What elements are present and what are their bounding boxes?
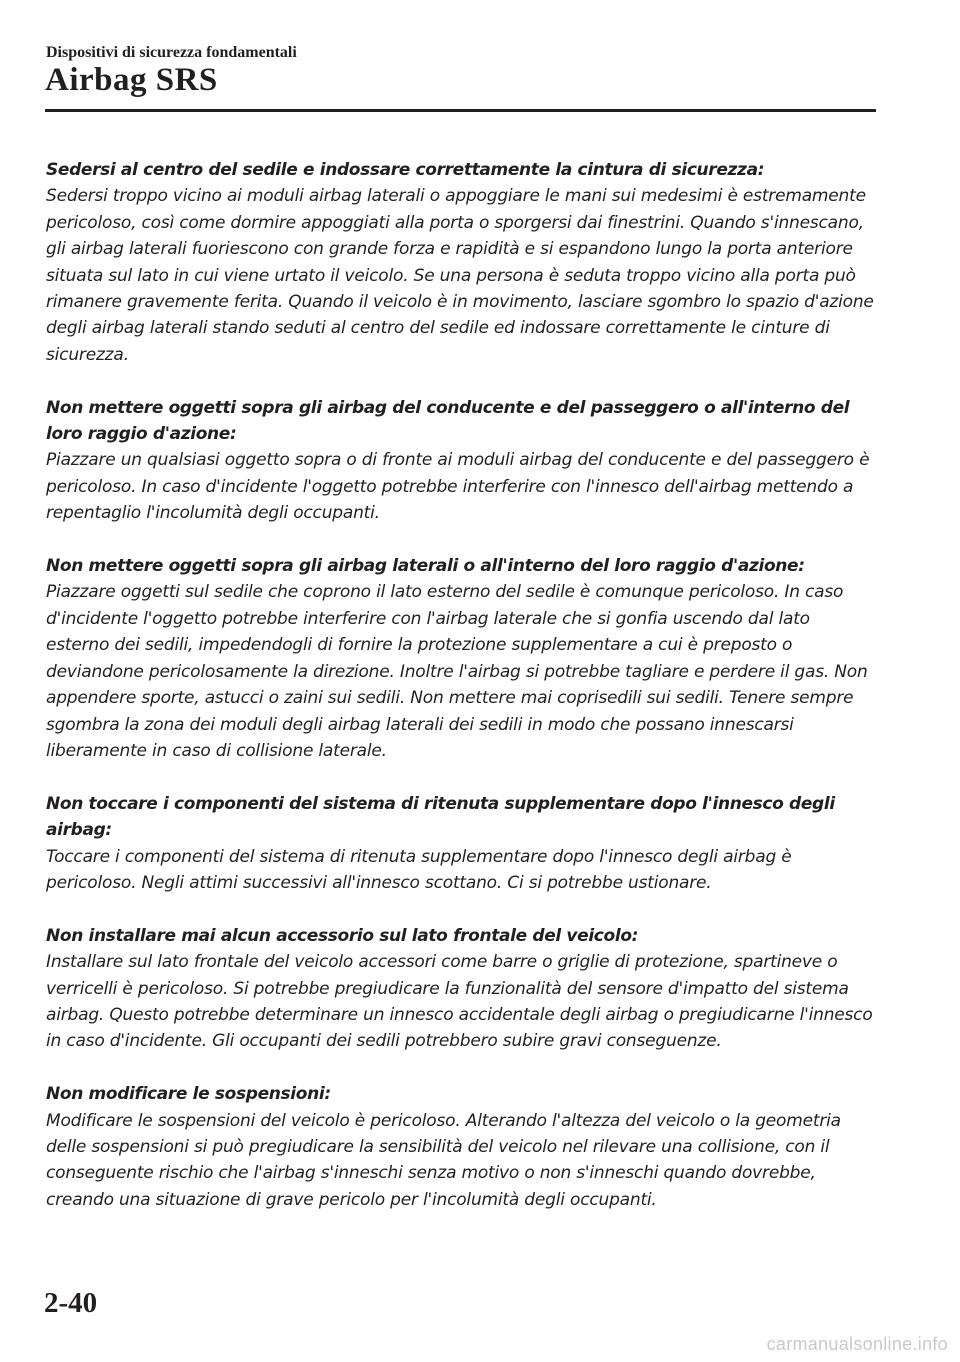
warning-title: Non toccare i componenti del sistema di ritenuta supplementare dopo l'innesco degli airbag: — [46, 793, 835, 841]
warnings-content — [46, 157, 876, 1240]
section-title: Dispositivi di sicurezza fondamentali — [46, 44, 297, 61]
warning-block-4 — [46, 791, 876, 897]
warning-block-2 — [46, 395, 876, 527]
warning-block-1 — [46, 157, 876, 368]
warning-body: Sedersi troppo vicino ai moduli airbag laterali o appoggiare le mani sui medesimi è estremamente pericoloso, così come dormire appoggiati alla porta o sporgersi dai finestrini. Quando s'innescano, gli airbag laterali fuoriescono con grande forza e rapidità e si espandono lungo la porta anteriore situata sul lato in cui viene urtato il veicolo. Se una persona è seduta troppo vicino alla porta può rimanere gravemente ferita. Quando il veicolo è in movimento, lasciare sgombro lo spazio d'azione degli airbag laterali stando seduti al centro del sedile ed indossare correttamente le cinture di sicurezza. — [46, 186, 874, 365]
warning-title: Non mettere oggetti sopra gli airbag del conducente e del passeggero o all'interno del loro raggio d'azione: — [46, 397, 850, 445]
page-title: Airbag SRS — [45, 62, 218, 98]
warning-body: Piazzare oggetti sul sedile che coprono il lato esterno del sedile è comunque pericoloso. In caso d'incidente l'oggetto potrebbe interferire con l'airbag laterale che si gonfia uscendo dal lato esterno dei sedili, impedendogli di fornire la protezione supplementare a cui è preposto o deviandone pericolosamente la direzione. Inoltre l'airbag si potrebbe tagliare e perdere il gas. Non appendere sporte, astucci o zaini sui sedili. Non mettere mai coprisedili sui sedili. Tenere sempre sgombra la zona dei moduli degli airbag laterali dei sedili in modo che possano innescarsi liberamente in caso di collisione laterale. — [46, 582, 868, 761]
warning-block-3 — [46, 553, 876, 764]
warning-body: Toccare i componenti del sistema di ritenuta supplementare dopo l'innesco degli airbag è pericoloso. Negli attimi successivi all'innesco scottano. Ci si potrebbe ustionare. — [46, 846, 792, 893]
warning-block-5 — [46, 923, 876, 1055]
page-number: 2-40 — [44, 1287, 98, 1319]
warning-block-6 — [46, 1081, 876, 1213]
warning-body: Installare sul lato frontale del veicolo accessori come barre o griglie di protezione, spartineve o verricelli è pericoloso. Si potrebbe pregiudicare la funzionalità del sensore d'impatto del sistema airbag. Questo potrebbe determinare un innesco accidentale degli airbag o pregiudicarne l'innesco in caso d'incidente. Gli occupanti dei sedili potrebbero subire gravi conseguenze. — [46, 952, 873, 1052]
warning-title: Non modificare le sospensioni: — [46, 1084, 331, 1105]
warning-body: Piazzare un qualsiasi oggetto sopra o di fronte ai moduli airbag del conducente e del passeggero è pericoloso. In caso d'incidente l'oggetto potrebbe interferire con l'innesco dell'airbag mettendo a repentaglio l'incolumità degli occupanti. — [46, 450, 870, 524]
warning-title: Non mettere oggetti sopra gli airbag laterali o all'interno del loro raggio d'azione: — [46, 556, 805, 577]
header-divider — [45, 109, 876, 112]
warning-title: Sedersi al centro del sedile e indossare correttamente la cintura di sicurezza: — [46, 160, 765, 180]
watermark: carmanualsonline.info — [766, 1334, 948, 1354]
warning-title: Non installare mai alcun accessorio sul lato frontale del veicolo: — [46, 925, 639, 946]
warning-body: Modificare le sospensioni del veicolo è pericoloso. Alterando l'altezza del veicolo o la geometria delle sospensioni si può pregiudicare la sensibilità del veicolo nel rilevare una collisione, con il conseguente rischio che l'airbag s'inneschi senza motivo o non s'inneschi quando dovrebbe, creando una situazione di grave pericolo per l'incolumità degli occupanti. — [46, 1110, 841, 1210]
